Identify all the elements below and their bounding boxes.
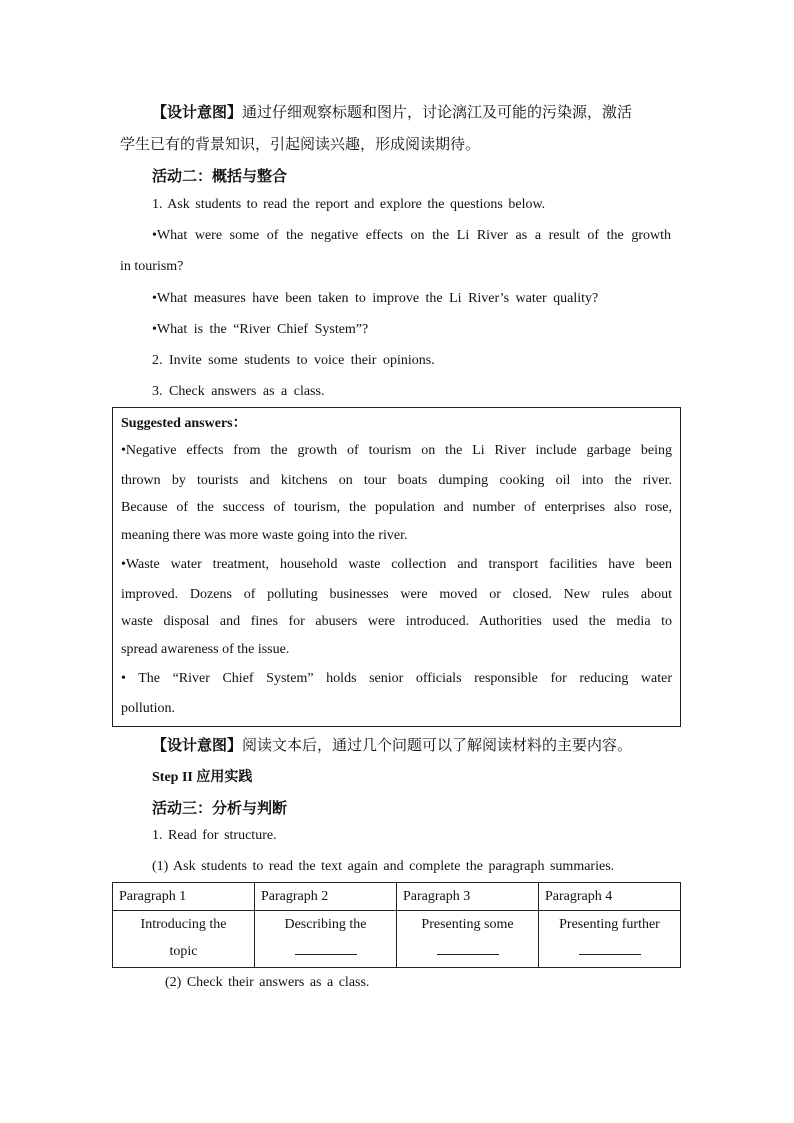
answer-1-line: Because of the success of tourism, the population and number of enterprises also rose, [121, 500, 672, 515]
answer-3-line: • The “River Chief System” holds senior officials responsible for reducing water [121, 671, 672, 686]
activity-3-step-1: 1. Read for structure. [152, 828, 277, 843]
design-intent-1 [152, 101, 673, 122]
answer-1-line: •Negative effects from the growth of tourism on the Li River include garbage being [121, 443, 672, 458]
activity-2-step-2: 2. Invite some students to voice their opinions. [152, 353, 435, 368]
design-intent-text: 阅读文本后，通过几个问题可以了解阅读材料的主要内容。 [242, 738, 633, 754]
fill-in-blank[interactable] [579, 940, 641, 955]
cell-text: Describing the [284, 917, 367, 932]
design-intent-text: 通过仔细观察标题和图片，讨论漓江及可能的污染源，激活 [242, 105, 633, 121]
design-intent-label: 【设计意图】 [152, 105, 243, 121]
table-header-row [113, 883, 681, 911]
activity-2-heading: 活动二：概括与整合 [152, 169, 288, 185]
table-header-cell: Paragraph 4 [539, 883, 681, 911]
paragraph-summary-table [112, 882, 681, 968]
table-cell [539, 911, 681, 968]
answer-2-line: waste disposal and fines for abusers were introduced. Authorities used the media to [121, 614, 672, 629]
activity-3-heading: 活动三：分析与判断 [152, 801, 288, 817]
cell-text: topic [169, 944, 198, 959]
suggested-answers-box [112, 407, 681, 727]
table-header-cell: Paragraph 3 [397, 883, 539, 911]
design-intent-1-line2: 学生已有的背景知识，引起阅读兴趣，形成阅读期待。 [120, 137, 481, 153]
table-cell [397, 911, 539, 968]
question-2: •What measures have been taken to improve the Li River’s water quality? [152, 291, 599, 306]
answer-3-line: pollution. [121, 701, 176, 716]
table-row [113, 911, 681, 968]
question-1-line2: in tourism? [120, 259, 184, 274]
table-cell [255, 911, 397, 968]
activity-3-step-1a: (1) Ask students to read the text again and complete the paragraph summaries. [152, 859, 615, 874]
table-cell [113, 911, 255, 968]
cell-text: Introducing the [140, 917, 227, 932]
answer-1-line: thrown by tourists and kitchens on tour boats dumping cooking oil into the river. [121, 473, 672, 488]
fill-in-blank[interactable] [295, 940, 357, 955]
answer-2-line: spread awareness of the issue. [121, 642, 290, 657]
answer-2-line: improved. Dozens of polluting businesses were moved or closed. New rules about [121, 587, 672, 602]
activity-2-step-3: 3. Check answers as a class. [152, 384, 325, 399]
design-intent-2 [152, 734, 632, 755]
answer-2-line: •Waste water treatment, household waste collection and transport facilities have been [121, 557, 672, 572]
cell-text: Presenting further [559, 917, 660, 932]
suggested-answers-title: Suggested answers： [121, 416, 247, 431]
answer-1-line: meaning there was more waste going into the river. [121, 528, 408, 543]
activity-3-step-1b: (2) Check their answers as a class. [165, 975, 370, 990]
question-1-line1: •What were some of the negative effects on the Li River as a result of the growth [152, 228, 671, 243]
table-header-cell: Paragraph 2 [255, 883, 397, 911]
activity-2-step-1: 1. Ask students to read the report and explore the questions below. [152, 197, 546, 212]
step-2-heading: Step II 应用实践 [152, 770, 253, 785]
question-3: •What is the “River Chief System”? [152, 322, 369, 337]
cell-text: Presenting some [421, 917, 514, 932]
design-intent-label: 【设计意图】 [152, 738, 243, 754]
fill-in-blank[interactable] [437, 940, 499, 955]
table-header-cell: Paragraph 1 [113, 883, 255, 911]
